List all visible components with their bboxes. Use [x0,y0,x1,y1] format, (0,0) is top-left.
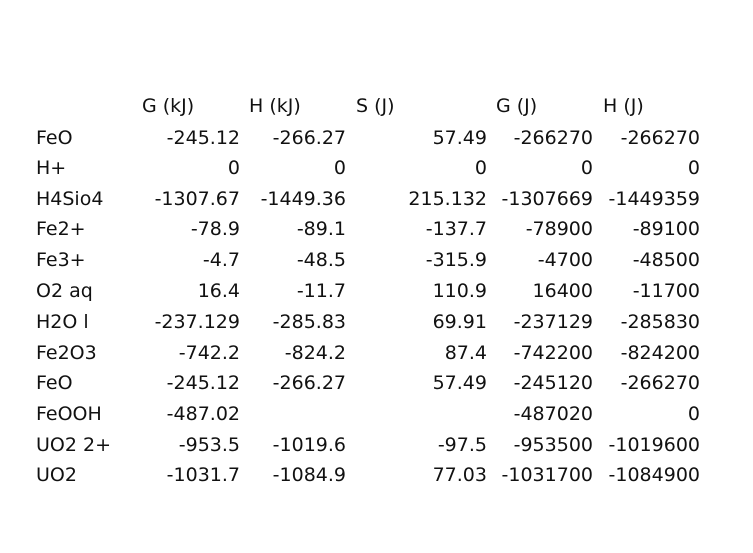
s-j-cell: 87.4 [444,342,487,364]
table-row [0,245,753,275]
g-kj-cell: -742.2 [178,342,240,364]
table-row [0,430,753,460]
g-kj-cell: -4.7 [202,249,240,271]
h-j-cell: -824200 [620,342,700,364]
species-cell: Fe3+ [36,249,86,271]
s-j-cell: -137.7 [425,218,487,240]
h-j-cell: -1084900 [608,464,700,486]
table-row [0,123,753,153]
h-j-cell: -48500 [632,249,700,271]
g-j-cell: -1307669 [501,188,593,210]
g-kj-cell: -1031.7 [166,464,240,486]
h-j-cell: 0 [687,157,700,179]
species-cell: FeO [36,127,73,149]
species-cell: O2 aq [36,280,93,302]
g-j-cell: -953500 [513,434,593,456]
table-row [0,184,753,214]
h-kj-cell: 0 [333,157,346,179]
h-kj-cell: -11.7 [296,280,346,302]
g-kj-cell: -953.5 [178,434,240,456]
species-cell: FeO [36,372,73,394]
g-kj-cell: -487.02 [166,403,240,425]
h-j-cell: -266270 [620,127,700,149]
table-row [0,399,753,429]
h-j-cell: -266270 [620,372,700,394]
h-j-cell: -89100 [632,218,700,240]
h-j-cell: 0 [687,403,700,425]
table-row [0,214,753,244]
species-cell: UO2 [36,464,77,486]
h-j-cell: -285830 [620,311,700,333]
h-j-cell: -1449359 [608,188,700,210]
g-j-cell: -487020 [513,403,593,425]
s-j-cell: 69.91 [432,311,487,333]
g-j-cell: -237129 [513,311,593,333]
species-cell: Fe2O3 [36,342,97,364]
header-s-j: S (J) [356,95,395,117]
g-j-cell: 0 [580,157,593,179]
s-j-cell: 215.132 [408,188,487,210]
g-kj-cell: -245.12 [166,127,240,149]
h-kj-cell: -285.83 [272,311,346,333]
h-kj-cell: -1019.6 [272,434,346,456]
s-j-cell: 77.03 [432,464,487,486]
table-row [0,307,753,337]
g-kj-cell: -237.129 [154,311,240,333]
table-row [0,338,753,368]
g-j-cell: 16400 [532,280,593,302]
species-cell: UO2 2+ [36,434,111,456]
g-j-cell: -245120 [513,372,593,394]
h-kj-cell: -89.1 [296,218,346,240]
table-row [0,153,753,183]
header-h-j: H (J) [603,95,644,117]
g-j-cell: -78900 [525,218,593,240]
s-j-cell: -97.5 [437,434,487,456]
h-kj-cell: -1084.9 [272,464,346,486]
g-kj-cell: -1307.67 [154,188,240,210]
header-row [0,91,753,121]
s-j-cell: 57.49 [432,127,487,149]
s-j-cell: 0 [474,157,487,179]
g-kj-cell: 16.4 [197,280,240,302]
h-kj-cell: -1449.36 [260,188,346,210]
header-g-kj: G (kJ) [142,95,195,117]
header-h-kj: H (kJ) [249,95,301,117]
h-j-cell: -1019600 [608,434,700,456]
g-kj-cell: -245.12 [166,372,240,394]
g-kj-cell: 0 [227,157,240,179]
s-j-cell: 57.49 [432,372,487,394]
species-cell: H+ [36,157,67,179]
s-j-cell: -315.9 [425,249,487,271]
table-row [0,276,753,306]
g-j-cell: -1031700 [501,464,593,486]
species-cell: FeOOH [36,403,102,425]
g-j-cell: -742200 [513,342,593,364]
g-j-cell: -266270 [513,127,593,149]
g-j-cell: -4700 [537,249,593,271]
header-g-j: G (J) [496,95,538,117]
g-kj-cell: -78.9 [190,218,240,240]
species-cell: H4Sio4 [36,188,104,210]
table-row [0,368,753,398]
h-kj-cell: -48.5 [296,249,346,271]
table-row [0,460,753,490]
h-kj-cell: -824.2 [284,342,346,364]
h-kj-cell: -266.27 [272,372,346,394]
species-cell: Fe2+ [36,218,86,240]
h-j-cell: -11700 [632,280,700,302]
h-kj-cell: -266.27 [272,127,346,149]
s-j-cell: 110.9 [432,280,487,302]
species-cell: H2O l [36,311,89,333]
